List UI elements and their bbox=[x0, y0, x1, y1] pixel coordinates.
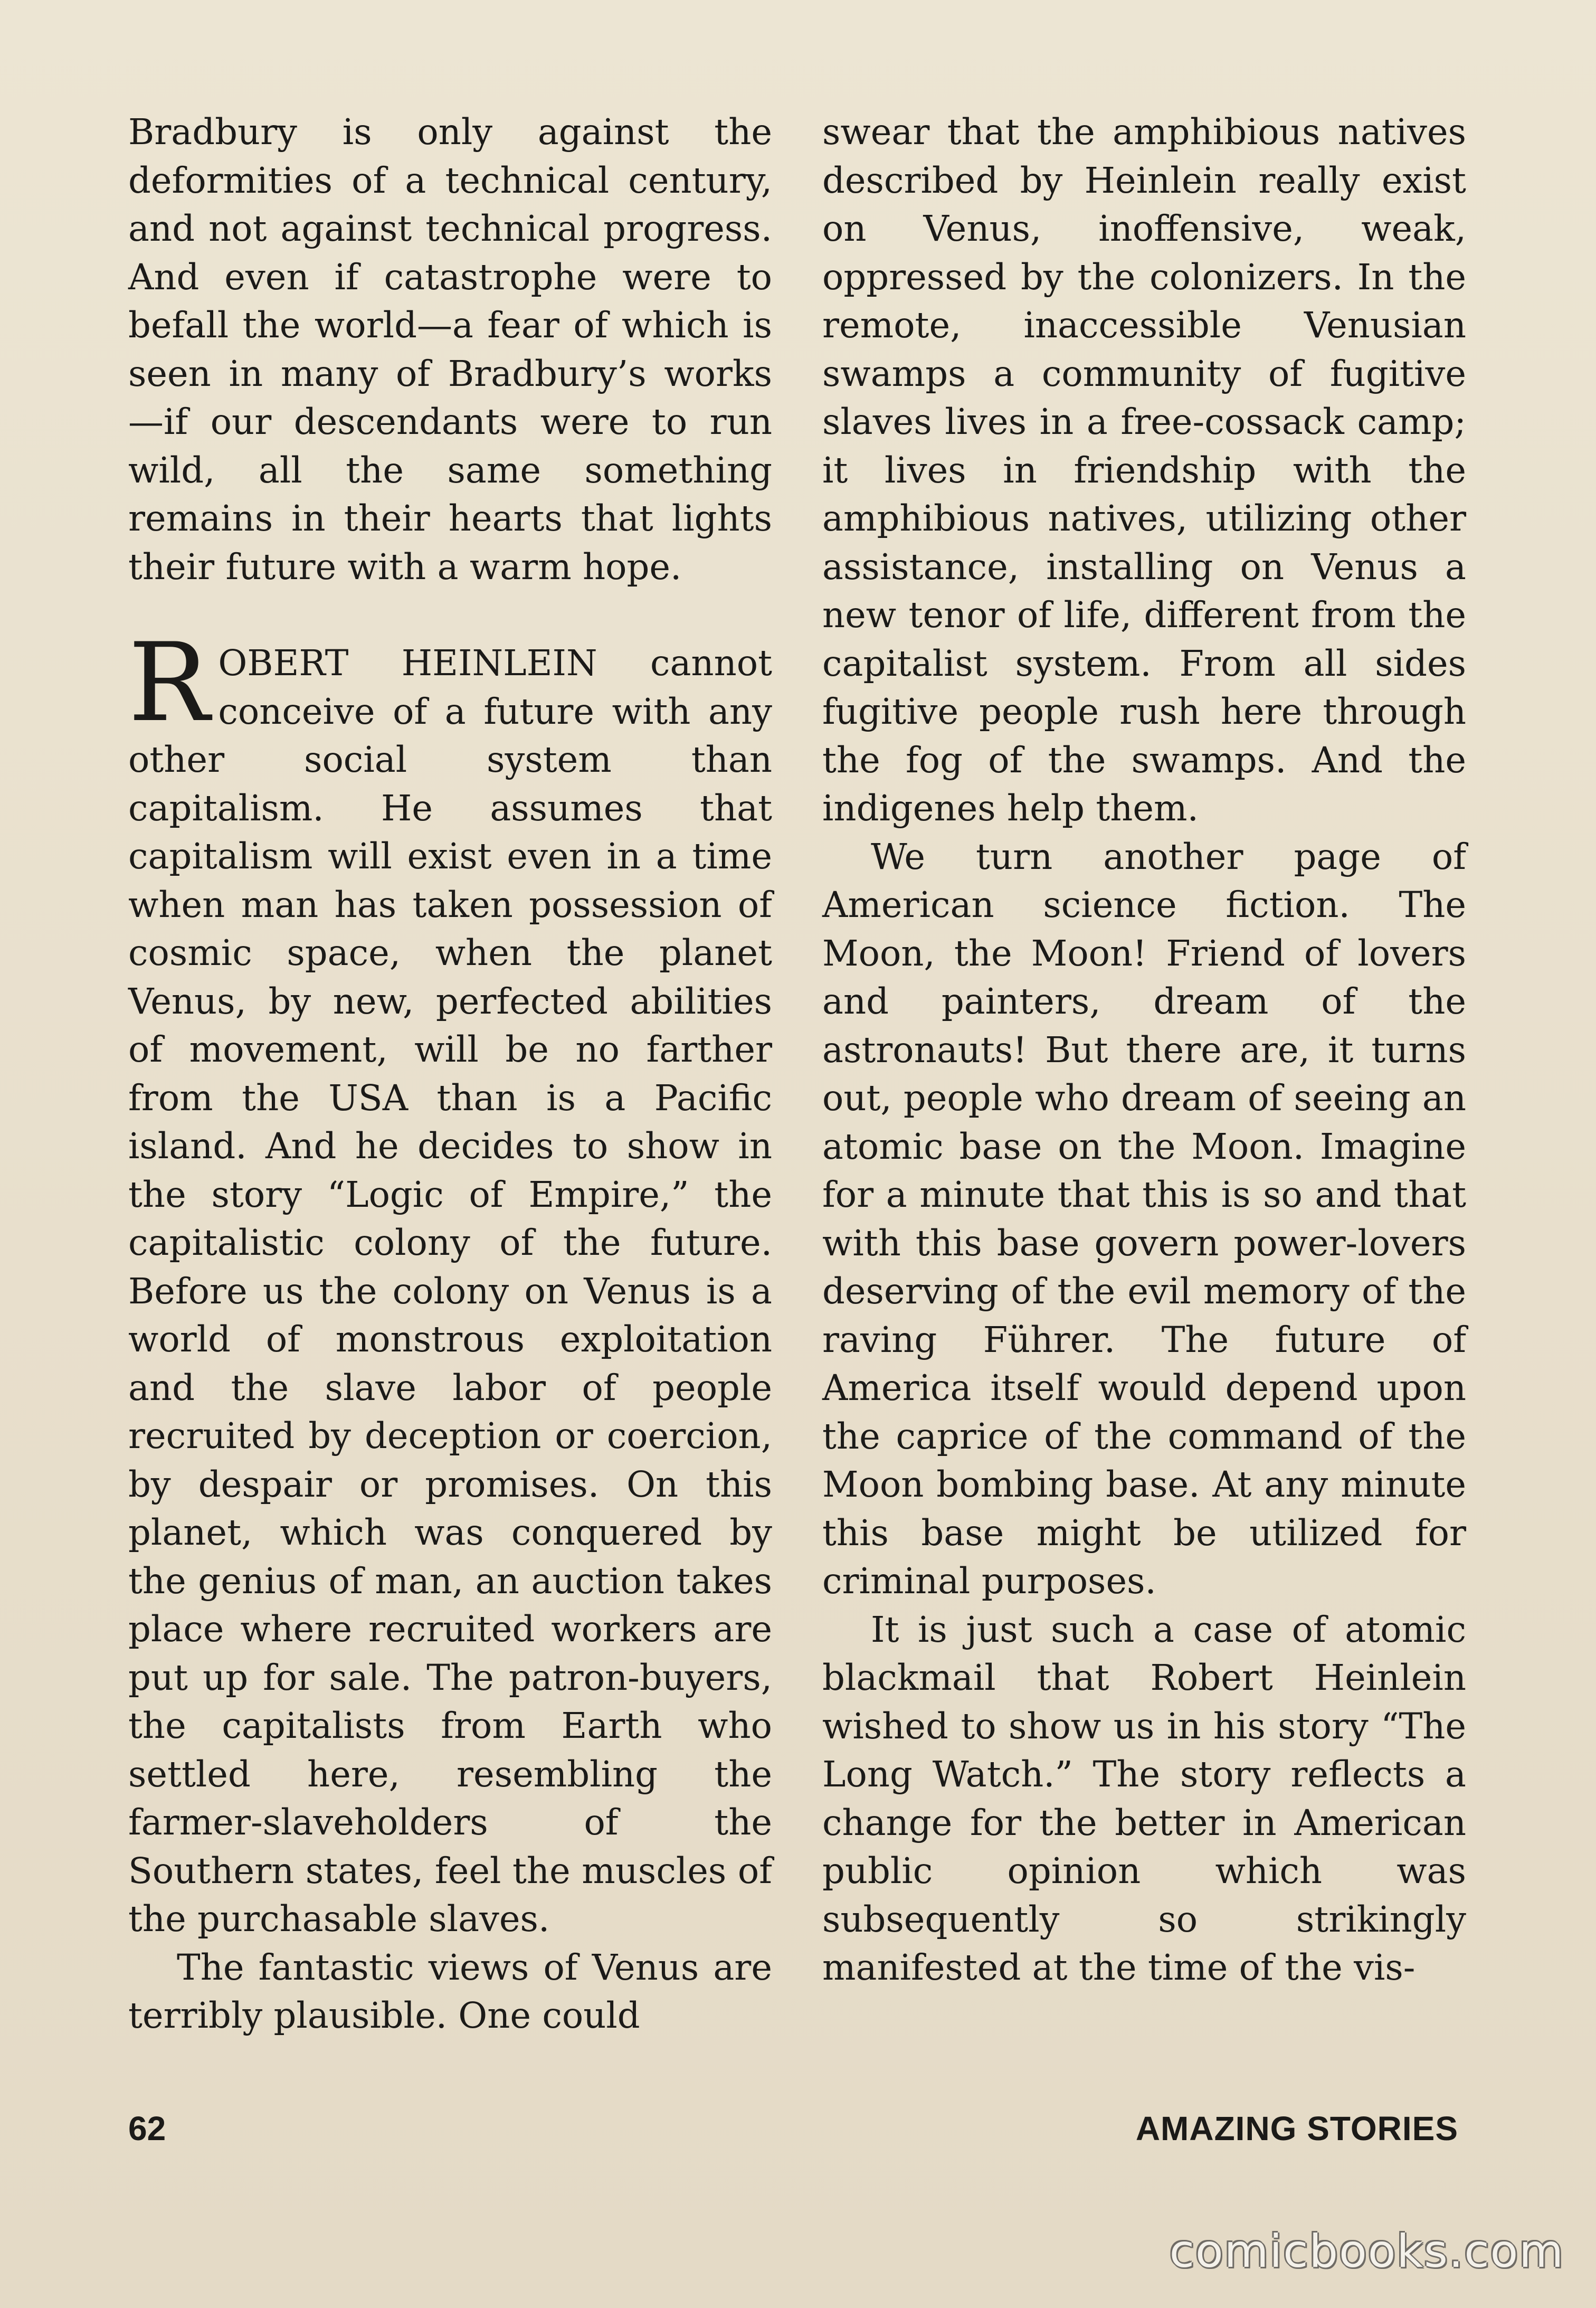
page-footer bbox=[128, 2109, 1458, 2156]
right-text-column bbox=[822, 108, 1466, 1992]
paragraph-moon-base: We turn another page of American science fiction. The Moon, the Moon! Friend of lovers and painters, dream of the astronauts! But there are, it turns out, people who dream of seeing an atomic base on the Moon. Imagine for a minute that this is so and that with this base govern power-lovers deserving of the evil memory of the raving Führer. The future of America itself would depend upon the caprice of the command of the Moon bombing base. At any minute this base might be utilized for criminal purposes. bbox=[822, 836, 1466, 1602]
drop-cap: R bbox=[128, 620, 210, 746]
paragraph-amphibious-natives: swear that the amphibious natives described by Heinlein really exist on Venus, inoffensive, weak, oppressed by the colonizers. In the remote, inaccessible Venusian swamps a community of fugitive slaves lives in a free-cossack camp; it lives in friendship with the amphibious natives, utilizing other assistance, installing on Venus a new tenor of life, different from the capitalist system. From all sides fugitive people rush here through the fog of the swamps. And the indigenes help them. bbox=[822, 111, 1466, 829]
site-watermark: comicbooks.com bbox=[1169, 2225, 1564, 2278]
paragraph-venus-views: The fantastic views of Venus are terribly plausible. One could bbox=[128, 1946, 772, 2036]
left-text-column bbox=[128, 108, 772, 2040]
paragraph-heinlein-capitalism bbox=[128, 620, 772, 1944]
paragraph-heinlein-capitalism-text: OBERT HEINLEIN cannot conceive of a future with any other social system than capitalism. He assumes that capitalism will exist even in a time when man has taken possession of cosmic space, when the planet Venus, by new, perfected abilities of movement, will be no farther from the USA than is a Pacific island. And he decides to show in the story “Logic of Empire,” the capitalistic colony of the future. Before us the colony on Venus is a world of monstrous exploitation and the slave labor of people recruited by deception or coercion, by despair or promises. On this planet, which was conquered by the genius of man, an auction takes place where recruited workers are put up for sale. The patron-buyers, the capitalists from Earth who settled here, resembling the farmer-slaveholders of the Southern states, feel the muscles of the purchasable slaves. bbox=[128, 642, 772, 1940]
paragraph-long-watch: It is just such a case of atomic blackmail that Robert Heinlein wished to show us in his story “The Long Watch.” The story reflects a change for the better in American public opinion which was subsequently so strikingly manifested at the time of the vis- bbox=[822, 1609, 1466, 1988]
running-head-magazine-title: AMAZING STORIES bbox=[1135, 2110, 1458, 2148]
page-number: 62 bbox=[128, 2110, 166, 2148]
paragraph-bradbury-hope: Bradbury is only against the deformities of a technical century, and not against technical progress. And even if catastrophe were to befall the world—a fear of which is seen in many of Bradbury’s works—if our descendants were to run wild, all the same something remains in their hearts that lights their future with a warm hope. bbox=[128, 111, 772, 588]
